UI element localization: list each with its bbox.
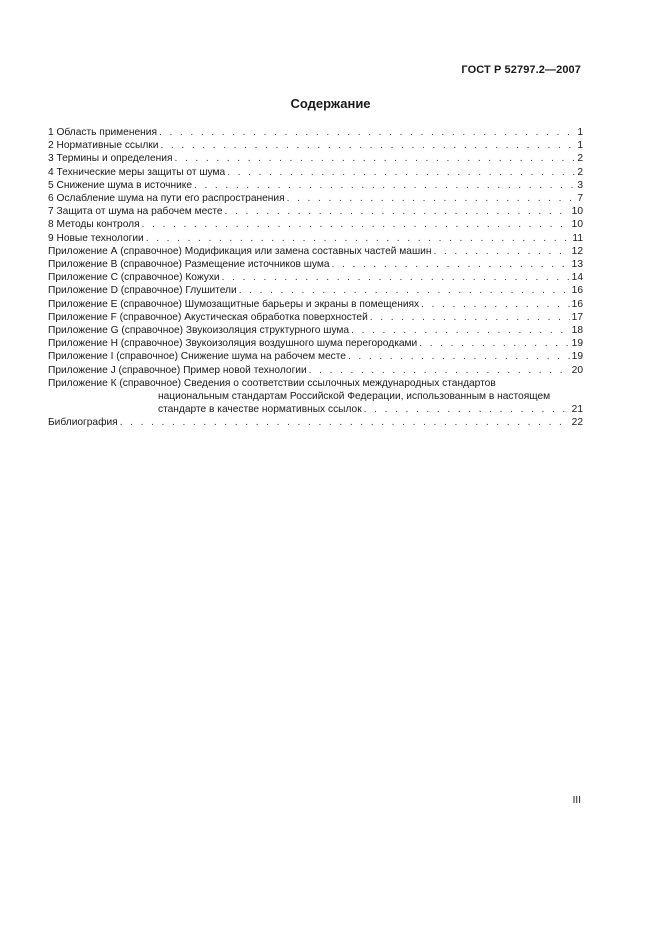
toc-page: 2 [577, 153, 583, 165]
toc-row-1[interactable] [48, 126, 583, 139]
toc-label: 6 Ослабление шума на пути его распространения [48, 193, 285, 205]
toc-row-annex-e[interactable] [48, 298, 583, 311]
toc-row-annex-d[interactable] [48, 284, 583, 297]
toc-label: 8 Методы контроля [48, 219, 140, 231]
toc-label: 5 Снижение шума в источнике [48, 179, 192, 191]
toc-page: 19 [571, 351, 583, 363]
toc-label-line: национальным стандартам Российской Федерации, использованным в настоящем [158, 391, 551, 403]
dot-leader [433, 245, 569, 258]
toc-label: 4 Технические меры защиты от шума [48, 166, 226, 178]
toc-label: Приложение D (справочное) Глушители [48, 285, 237, 297]
dot-leader [332, 258, 570, 271]
toc-label: 2 Нормативные ссылки [48, 140, 159, 152]
dot-leader [370, 311, 570, 324]
toc-page: 11 [572, 232, 583, 244]
toc-row-8[interactable] [48, 218, 583, 231]
toc-row-bibliography[interactable] [48, 416, 583, 429]
toc-page: 18 [571, 325, 583, 337]
dot-leader [222, 271, 570, 284]
toc-label: Библиография [48, 417, 118, 429]
table-of-contents [48, 126, 583, 430]
toc-row-annex-k[interactable] [48, 377, 583, 417]
toc-label: Приложение Е (справочное) Шумозащитные барьеры и экраны в помещениях [48, 298, 420, 310]
toc-page: 10 [571, 206, 583, 218]
toc-label: 7 Защита от шума на рабочем месте [48, 206, 223, 218]
toc-label: 1 Область применения [48, 127, 157, 138]
dot-leader [174, 152, 575, 165]
toc-row-2[interactable] [48, 139, 583, 152]
toc-page: 22 [571, 417, 583, 429]
dot-leader [239, 284, 570, 297]
dot-leader [419, 337, 569, 350]
dot-leader [146, 232, 571, 245]
toc-row-annex-a[interactable] [48, 245, 583, 258]
toc-label: Приложение G (справочное) Звукоизоляция структурного шума [48, 325, 350, 337]
dot-leader [287, 192, 576, 205]
page-title: Содержание [290, 96, 371, 111]
toc-page: 1 [577, 127, 583, 138]
toc-label: 3 Термины и определения [48, 153, 173, 165]
dot-leader [225, 205, 570, 218]
toc-row-annex-f[interactable] [48, 311, 583, 324]
toc-row-annex-i[interactable] [48, 350, 583, 363]
toc-label: Приложение В (справочное) Размещение источников шума [48, 259, 330, 271]
page-number: III [572, 795, 581, 806]
toc-row-7[interactable] [48, 205, 583, 218]
toc-page: 1 [577, 140, 583, 152]
toc-page: 16 [571, 285, 583, 297]
dot-leader [421, 298, 570, 311]
toc-row-annex-b[interactable] [48, 258, 583, 271]
toc-row-annex-c[interactable] [48, 271, 583, 284]
toc-page: 12 [571, 245, 583, 257]
toc-page: 20 [571, 364, 583, 376]
toc-label: Приложение I (справочное) Снижение шума на рабочем месте [48, 351, 346, 363]
toc-label: стандарте в качестве нормативных ссылок [158, 404, 362, 416]
dot-leader [159, 126, 575, 139]
toc-label: Приложение Н (справочное) Звукоизоляция воздушного шума перегородками [48, 338, 418, 350]
dot-leader [309, 364, 570, 377]
toc-label: Приложение J (справочное) Пример новой технологии [48, 364, 307, 376]
toc-row-annex-g[interactable] [48, 324, 583, 337]
toc-label-line: Приложение К (справочное) Сведения о соответствии ссылочных международных стандартов [48, 377, 496, 389]
toc-page: 3 [577, 179, 583, 191]
document-id: ГОСТ Р 52797.2—2007 [461, 64, 581, 76]
toc-page: 19 [571, 338, 583, 350]
dot-leader [120, 416, 570, 429]
dot-leader [227, 166, 575, 179]
toc-label: 9 Новые технологии [48, 232, 144, 244]
dot-leader [348, 350, 570, 363]
toc-row-annex-h[interactable] [48, 337, 583, 350]
toc-page: 7 [577, 193, 583, 205]
toc-label: Приложение С (справочное) Кожухи [48, 272, 220, 284]
dot-leader [160, 139, 575, 152]
toc-row-annex-j[interactable] [48, 364, 583, 377]
dot-leader [194, 179, 575, 192]
toc-label-last-line [48, 403, 583, 416]
toc-page: 17 [571, 311, 583, 323]
toc-row-6[interactable] [48, 192, 583, 205]
toc-row-3[interactable] [48, 152, 583, 165]
toc-page: 21 [571, 404, 583, 416]
toc-label: Приложение А (справочное) Модификация или замена составных частей машин [48, 245, 432, 257]
dot-leader [364, 403, 570, 416]
dot-leader [351, 324, 570, 337]
toc-page: 13 [571, 259, 583, 271]
toc-row-5[interactable] [48, 179, 583, 192]
toc-row-4[interactable] [48, 166, 583, 179]
toc-page: 10 [571, 219, 583, 231]
toc-label: Приложение F (справочное) Акустическая обработка поверхностей [48, 311, 368, 323]
toc-page: 16 [571, 298, 583, 310]
toc-page: 2 [577, 166, 583, 178]
toc-row-9[interactable] [48, 232, 583, 245]
toc-page: 14 [571, 272, 583, 284]
dot-leader [142, 218, 570, 231]
